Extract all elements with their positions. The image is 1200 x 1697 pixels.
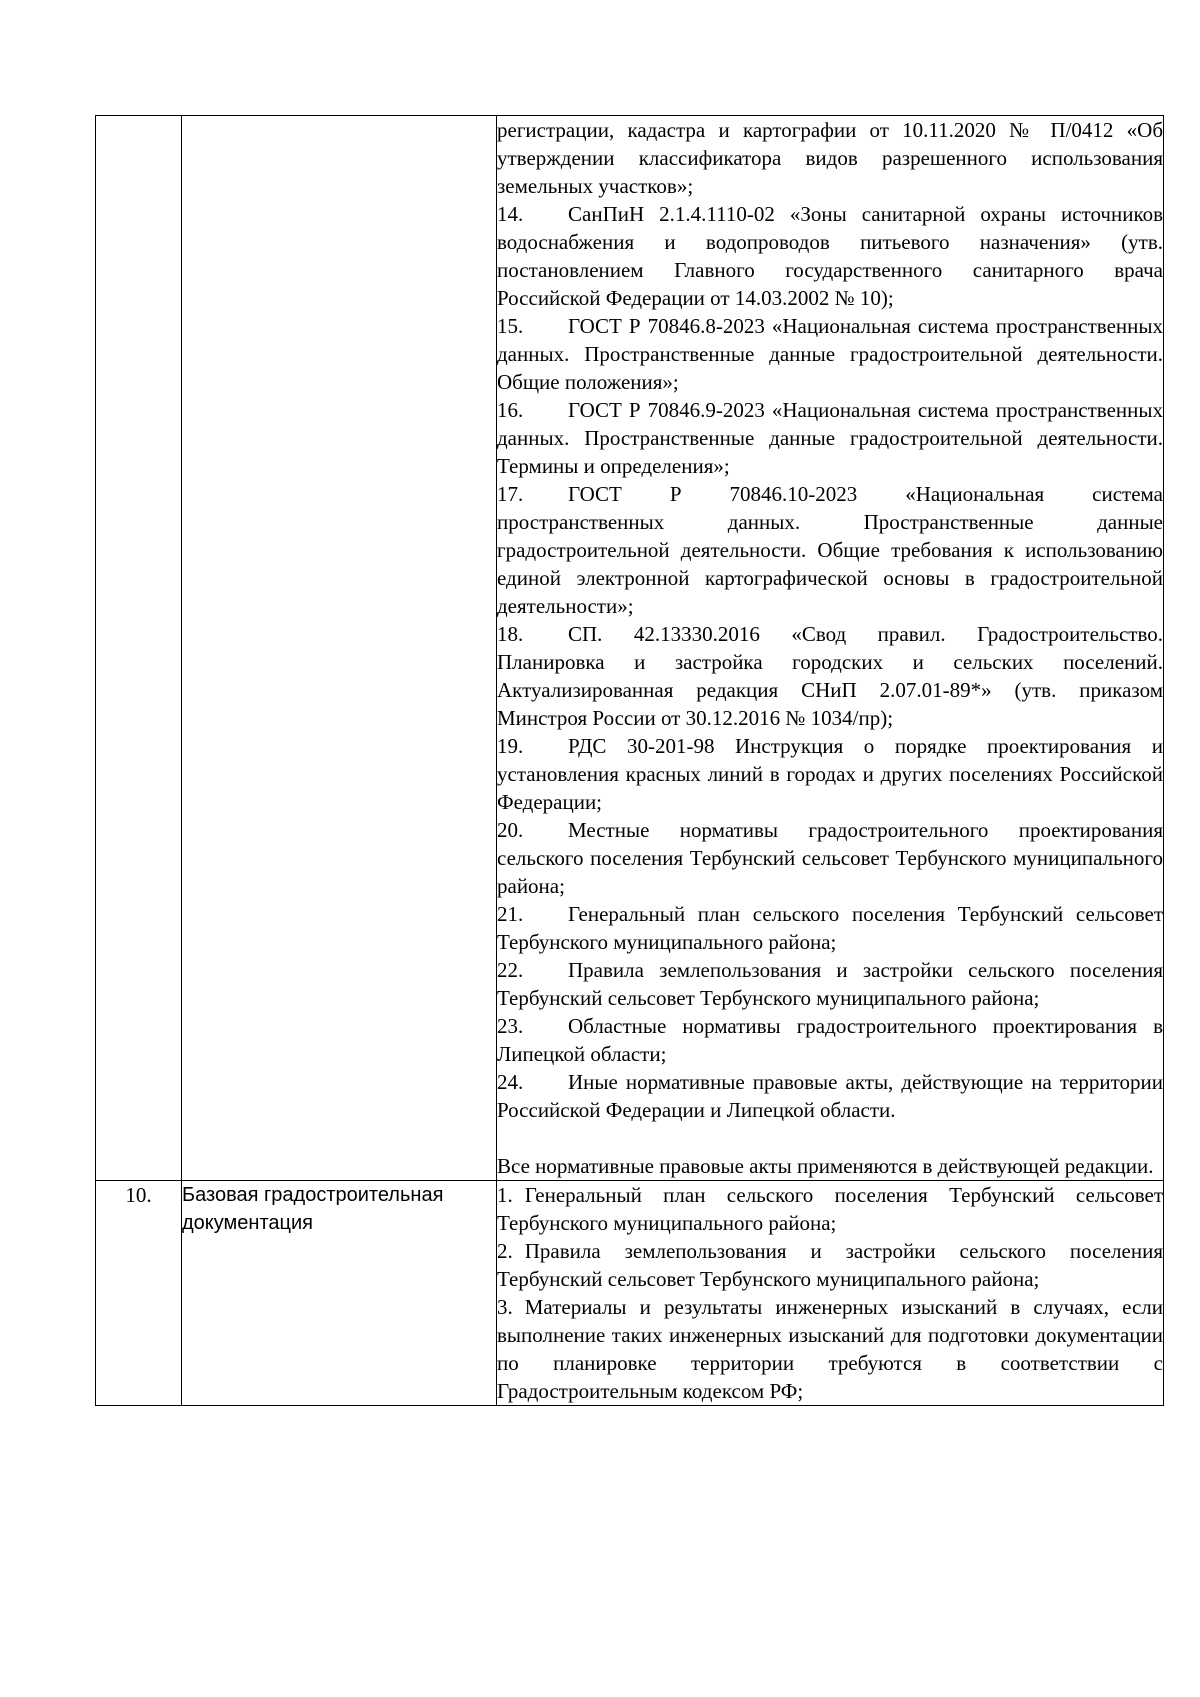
item-number: 21.: [497, 902, 524, 926]
item-text: Генеральный план сельского поселения Тербунский сельсовет Тербунского муниципального района;: [497, 902, 1163, 954]
row-number-cell: [96, 116, 182, 1181]
item-number: 24.: [497, 1070, 524, 1094]
row-content-cell: [497, 116, 1164, 1181]
list-item: [497, 1237, 1163, 1293]
item-number: 22.: [497, 958, 524, 982]
table-row: [96, 1181, 1164, 1406]
item-text: Правила землепользования и застройки сельского поселения Тербунский сельсовет Тербунского муниципального района;: [497, 958, 1163, 1010]
item-text: Областные нормативы градостроительного проектирования в Липецкой области;: [497, 1014, 1163, 1066]
item-text: Местные нормативы градостроительного проектирования сельского поселения Тербунский сельсовет Тербунского муниципального района;: [497, 818, 1163, 898]
requirements-table: [95, 115, 1164, 1406]
item-text: Генеральный план сельского поселения Тербунский сельсовет Тербунского муниципального района;: [497, 1183, 1163, 1235]
list-item: [497, 956, 1163, 1012]
row-name-cell: Базовая градостроительная документация: [182, 1181, 497, 1406]
list-item: [497, 732, 1163, 816]
spacer: [497, 1124, 1163, 1152]
item-text: ГОСТ Р 70846.10-2023 «Национальная система пространственных данных. Пространственные данные градостроительной деятельности. Общие требования к использованию единой электронной картографической основы в градостроительной деятельности»;: [497, 482, 1163, 618]
list-item: [497, 396, 1163, 480]
item-number: 19.: [497, 734, 524, 758]
item-number: 1.: [497, 1183, 513, 1207]
table-row: [96, 116, 1164, 1181]
item-text: СП. 42.13330.2016 «Свод правил. Градостроительство. Планировка и застройка городских и сельских поселений. Актуализированная редакция СНиП 2.07.01-89*» (утв. приказом Минстроя России от 30.12.2016 № 1034/пр);: [497, 622, 1163, 730]
list-item: [497, 312, 1163, 396]
item-number: 3.: [497, 1295, 513, 1319]
list-item: [497, 480, 1163, 620]
item-text: ГОСТ Р 70846.8-2023 «Национальная система пространственных данных. Пространственные данные градостроительной деятельности. Общие положения»;: [497, 314, 1163, 394]
list-item: [497, 200, 1163, 312]
list-item: [497, 1068, 1163, 1124]
item-text: ГОСТ Р 70846.9-2023 «Национальная система пространственных данных. Пространственные данные градостроительной деятельности. Термины и определения»;: [497, 398, 1163, 478]
row-number-cell: 10.: [96, 1181, 182, 1406]
item-text: Правила землепользования и застройки сельского поселения Тербунский сельсовет Тербунского муниципального района;: [497, 1239, 1163, 1291]
list-item: [497, 1012, 1163, 1068]
list-item: [497, 1181, 1163, 1237]
list-item: [497, 900, 1163, 956]
intro-paragraph: регистрации, кадастра и картографии от 10.11.2020 № П/0412 «Об утверждении классификатора видов разрешенного использования земельных участков»;: [497, 118, 1163, 198]
item-number: 16.: [497, 398, 524, 422]
item-number: 23.: [497, 1014, 524, 1038]
item-number: 17.: [497, 482, 524, 506]
item-text: РДС 30-201-98 Инструкция о порядке проектирования и установления красных линий в городах и других поселениях Российской Федерации;: [497, 734, 1163, 814]
row-name-cell: [182, 116, 497, 1181]
closing-paragraph: Все нормативные правовые акты применяются в действующей редакции.: [497, 1154, 1154, 1178]
list-item: [497, 816, 1163, 900]
item-number: 14.: [497, 202, 524, 226]
item-text: СанПиН 2.1.4.1110-02 «Зоны санитарной охраны источников водоснабжения и водопроводов питьевого назначения» (утв. постановлением Главного государственного санитарного врача Российской Федерации от 14.03.2002 № 10);: [497, 202, 1163, 310]
item-text: Иные нормативные правовые акты, действующие на территории Российской Федерации и Липецкой области.: [497, 1070, 1163, 1122]
item-number: 20.: [497, 818, 524, 842]
row-content-cell: [497, 1181, 1164, 1406]
item-number: 2.: [497, 1239, 513, 1263]
item-number: 15.: [497, 314, 524, 338]
item-number: 18.: [497, 622, 524, 646]
item-text: Материалы и результаты инженерных изысканий в случаях, если выполнение таких инженерных изысканий для подготовки документации по планировке территории требуются в соответствии с Градостроительным кодексом РФ;: [497, 1295, 1163, 1403]
list-item: [497, 620, 1163, 732]
list-item: [497, 1293, 1163, 1405]
